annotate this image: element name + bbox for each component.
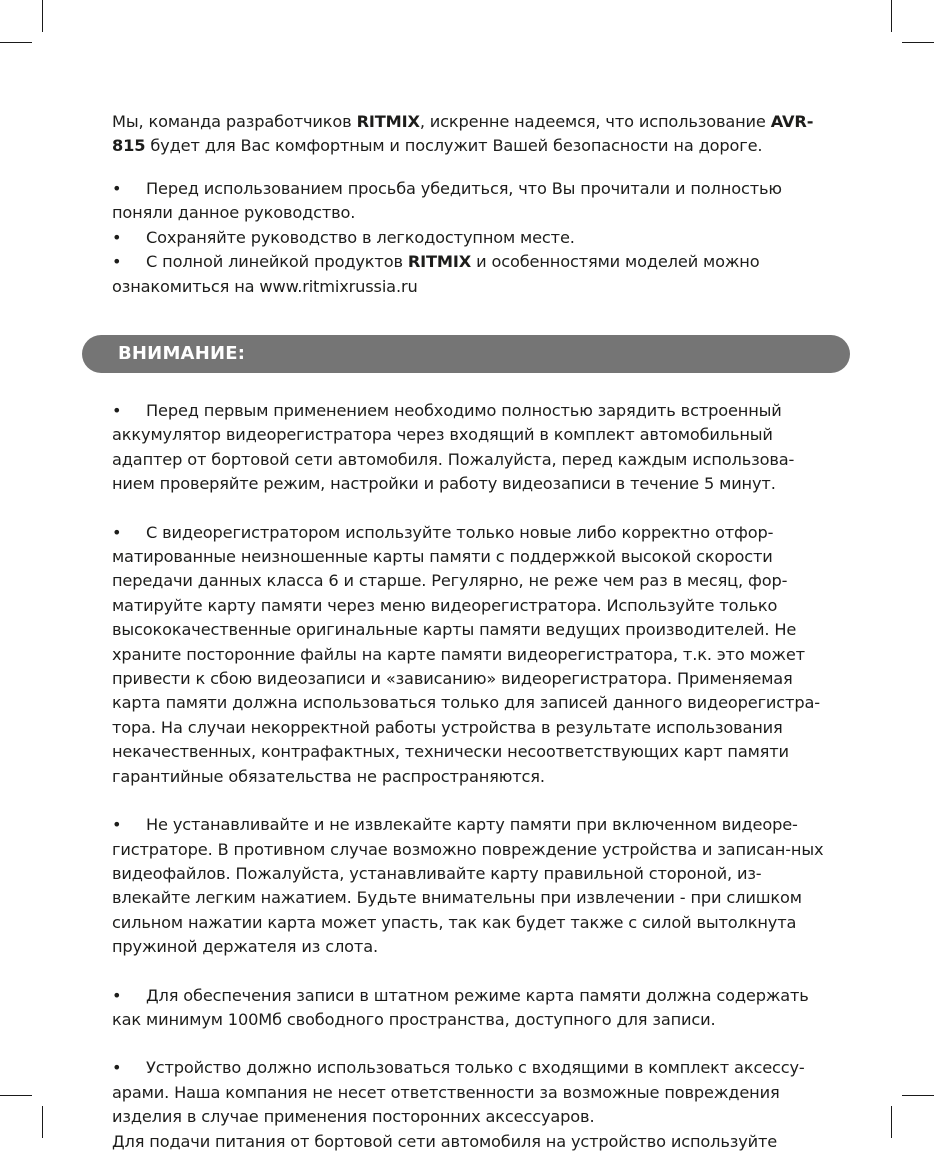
brand-name: RITMIX xyxy=(407,252,472,272)
list-item-text: и особенностями моделей можно ознакомиться на www.ritmixrussia.ru xyxy=(112,252,760,296)
intro-text-3: будет для Вас комфортным и послужит Вашей безопасности на дороге. xyxy=(145,136,763,156)
intro-text-2: , искренне надеемся, что использование xyxy=(419,112,771,131)
crop-mark-bottom-right xyxy=(902,1095,934,1096)
warning-text: С видеорегистратором используйте только новые либо корректно отфор-матированные неизношенные карты памяти с поддержкой высокой скорости передачи данных класса 6 и старше. Регулярно, не реже чем раз в месяц, фор-матируйте карту памяти через меню видеорегистратора. Используйте только высококачественные оригинальные карты памяти ведущих производителей. Не храните посторонние файлы на карте памяти видеорегистратора, т.к. это может привести к сбою видеозаписи и «зависанию» видеорегистратора. Применяемая карта памяти должна использоваться только для записей данного видеорегистра-тора. На случаи некорректной работы устройства в результате использования некачественных, контрафактных, технически несоответствующих карт памяти гарантийные обязательства не распространяются. xyxy=(112,522,820,786)
warning-item xyxy=(112,813,832,959)
warning-item xyxy=(112,984,832,1033)
list-item-text: С полной линейкой продуктов xyxy=(146,252,408,272)
intro-bullet-list xyxy=(112,177,832,299)
bullet-icon: • xyxy=(112,522,122,542)
crop-mark-top-left xyxy=(42,0,43,32)
warning-text: Не устанавливайте и не извлекайте карту памяти при включенном видеоре-гистраторе. В противном случае возможно повреждение устройства и записан-ных видеофайлов. Пожалуйста, устанавливайте карту правильной стороной, из-влекайте легким нажатием. Будьте внимательны при извлечении - при слишком сильном нажатии карта может упасть, так как будет также с силой вытолкнута пружиной держателя из слота. xyxy=(112,815,824,957)
bullet-icon: • xyxy=(112,179,122,198)
bullet-icon: • xyxy=(112,985,122,1005)
brand-name: RITMIX xyxy=(356,112,420,131)
crop-mark-bottom-right xyxy=(891,1106,892,1138)
warning-item xyxy=(112,1056,832,1129)
warnings-list xyxy=(112,399,832,1154)
warning-banner xyxy=(82,335,850,373)
intro-text-1: Мы, команда разработчиков xyxy=(112,112,357,131)
bullet-icon: • xyxy=(112,401,122,420)
list-item xyxy=(112,226,832,250)
list-item-text: Сохраняйте руководство в легкодоступном месте. xyxy=(146,227,575,247)
warning-text: Перед первым применением необходимо полностью зарядить встроенный аккумулятор видеорегистратора через входящий в комплект автомобильный адаптер от бортовой сети автомобиля. Пожалуйста, перед каждым использова-нием проверяйте режим, настройки и работу видеозаписи в течение 5 минут. xyxy=(112,401,795,494)
crop-mark-top-right xyxy=(891,0,892,32)
list-item-text: Перед использованием просьба убедиться, что Вы прочитали и полностью поняли данное руководство. xyxy=(112,179,782,223)
intro-paragraph xyxy=(112,110,832,159)
crop-mark-bottom-left xyxy=(42,1106,43,1138)
warning-text: Для обеспечения записи в штатном режиме карта памяти должна содержать как минимум 100Мб свободного пространства, доступного для записи. xyxy=(112,985,809,1029)
list-item xyxy=(112,177,832,226)
warning-text: Устройство должно использоваться только с входящими в комплект аксессу-арами. Наша компания не несет ответственности за возможные повреждения изделия в случае применения посторонних аксессуаров. xyxy=(112,1058,805,1127)
crop-mark-bottom-left xyxy=(0,1095,32,1096)
list-item xyxy=(112,250,832,299)
crop-mark-top-left xyxy=(0,42,32,43)
warning-item xyxy=(112,521,832,789)
bullet-icon: • xyxy=(112,227,122,247)
bullet-icon: • xyxy=(112,1058,122,1078)
bullet-icon: • xyxy=(112,815,122,835)
model-name: AVR-815 xyxy=(112,112,814,156)
warning-item xyxy=(112,399,832,497)
bullet-icon: • xyxy=(112,252,122,272)
warning-continuation: Для подачи питания от бортовой сети автомобиля на устройство используйте xyxy=(112,1131,778,1151)
crop-mark-top-right xyxy=(902,42,934,43)
warning-title: ВНИМАНИЕ: xyxy=(118,343,246,364)
